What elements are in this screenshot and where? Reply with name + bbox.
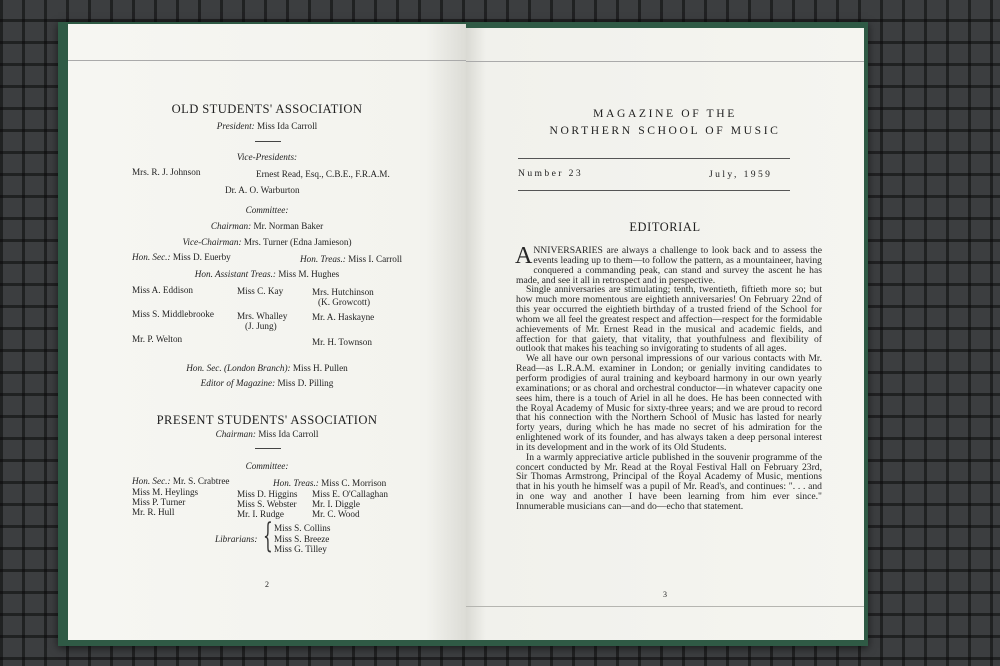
osa-london-sec: Hon. Sec. (London Branch): Miss H. Pullen	[186, 363, 348, 373]
psa-members-col-2	[237, 489, 298, 519]
member: Miss M. Heylings	[132, 487, 199, 497]
member: Miss S. Middlebrooke	[132, 309, 214, 319]
member-note: (J. Jung)	[245, 321, 277, 331]
paragraph: ANNIVERSARIES are always a challenge to look back and to assess the events leading up to them—to follow the pattern, as a mountaineer, having conquered a commanding peak, can stand and survey the ascent he has made, and see it all in retrospect and in perspective.	[515, 243, 822, 286]
top-rule	[466, 61, 864, 62]
osa-editor: Editor of Magazine: Miss D. Pilling	[200, 378, 334, 388]
osa-chairman: Chairman: Mr. Norman Baker	[210, 221, 324, 231]
librarians-list	[274, 523, 330, 555]
divider	[255, 141, 281, 142]
librarians-label: Librarians:	[215, 534, 258, 544]
magazine-title-line-2: NORTHERN SCHOOL OF MUSIC	[549, 124, 781, 137]
vp-3: Dr. A. O. Warburton	[225, 185, 300, 195]
bottom-rule	[466, 606, 864, 607]
librarian: Miss S. Collins	[274, 523, 331, 533]
member: Miss D. Higgins	[237, 489, 298, 499]
member: Mr. C. Wood	[312, 509, 360, 519]
osa-vice-chairman: Vice-Chairman: Mrs. Turner (Edna Jamieson)	[182, 237, 352, 247]
member: Mrs. Hutchinson	[312, 287, 374, 297]
member: Mr. I. Rudge	[237, 509, 284, 519]
paragraph: We all have our own personal impressions of our various contacts with Mr. Read—as L.R.A.M. examiner in London; or genially inviting candidates to perform prodigies of aural training and keyboard harmony in our own yearly examinations; or as choral and orchestral conductor—in whatever capacity one sees him, there is a touch of Ariel in all he does. He has been connected with the Royal Academy of Music for sixty-three years; and we are proud to record that his connection with the Northern School of Music has lasted for nearly forty years, during which he has made no secret of his admiration for the enlightened work of its founder, and has always taken a deep personal interest in its development and in the work of its Old Students.	[516, 353, 822, 453]
paragraph: In a warmly appreciative article published in the souvenir programme of the concert conducted by Mr. Read at the Royal Festival Hall on February 23rd, Sir Thomas Armstrong, Principal of the Royal Academy of Music, mentions that in his youth he himself was a pupil of Mr. Read's, and continues: ". . . and in one way and another I have been learning from him ever since." Innumerable musicians can—and do—echo that statement.	[516, 451, 822, 512]
member: Mrs. Whalley	[237, 311, 288, 321]
divider	[255, 448, 281, 449]
vice-presidents-label: Vice-Presidents:	[236, 152, 298, 162]
left-page	[68, 24, 466, 640]
member: Miss C. Kay	[237, 286, 284, 296]
editorial-body	[515, 243, 822, 512]
librarian: Miss S. Breeze	[274, 533, 330, 544]
member: Mr. P. Welton	[132, 334, 183, 344]
member: Miss A. Eddison	[132, 285, 194, 295]
member: Mr. A. Haskayne	[312, 312, 375, 322]
member: Miss E. O'Callaghan	[312, 489, 388, 499]
committee-label: Committee:	[245, 205, 289, 215]
brace-icon: {	[263, 516, 273, 556]
osa-asst-treas: Hon. Assistant Treas.: Miss M. Hughes	[194, 269, 340, 279]
psa-chairman: Chairman: Miss Ida Carroll	[215, 429, 319, 439]
psa-committee-label: Committee:	[245, 461, 289, 471]
psa-hon-sec: Hon. Sec.: Mr. S. Crabtree	[132, 476, 230, 486]
rule	[518, 158, 790, 159]
editorial-heading: EDITORIAL	[629, 220, 701, 234]
osa-hon-treas: Hon. Treas.: Miss I. Carroll	[300, 254, 403, 264]
drop-cap: A	[515, 243, 533, 269]
psa-title: PRESENT STUDENTS' ASSOCIATION	[156, 413, 378, 427]
member: Miss S. Webster	[237, 499, 297, 509]
osa-president: President: Miss Ida Carroll	[216, 121, 318, 131]
paragraph: Single anniversaries are stimulating; tenth, twentieth, fiftieth more so; but how much more momentous are eightieth anniversaries! On February 22nd of this year occurred the eightieth birthday of a trusted friend of the School for whom we all feel the greatest respect and affection—respect for the formidable achievements of Mr. Ernest Read in the musical and academic fields, and affection for that gaiety, that vitality, that youthfulness and flexibility of outlook that makes his teaching so invigorating to students of all ages.	[516, 284, 822, 355]
right-page	[466, 28, 864, 640]
issue-number: Number 23	[518, 168, 584, 179]
psa-members-col-1	[132, 487, 198, 517]
psa-hon-treas: Hon. Treas.: Miss C. Morrison	[273, 478, 387, 488]
page-number: 2	[265, 580, 269, 589]
vp-1: Mrs. R. J. Johnson	[132, 167, 201, 177]
psa-members-col-3	[312, 489, 388, 519]
vp-2: Ernest Read, Esq., C.B.E., F.R.A.M.	[256, 169, 390, 179]
member-note: (K. Growcott)	[318, 297, 371, 307]
issue-date: July, 1959	[709, 169, 773, 180]
member: Mr. H. Townson	[312, 337, 372, 347]
osa-hon-sec: Hon. Sec.: Miss D. Euerby	[132, 252, 231, 262]
librarian: Miss G. Tilley	[274, 544, 327, 554]
top-rule	[68, 60, 466, 61]
member: Mr. R. Hull	[132, 507, 175, 517]
osa-title: OLD STUDENTS' ASSOCIATION	[171, 102, 363, 116]
member: Mr. I. Diggle	[312, 499, 360, 509]
member: Miss P. Turner	[132, 497, 186, 507]
rule	[518, 190, 790, 191]
page-number: 3	[663, 590, 667, 599]
magazine-title-line-1: MAGAZINE OF THE	[593, 107, 737, 120]
